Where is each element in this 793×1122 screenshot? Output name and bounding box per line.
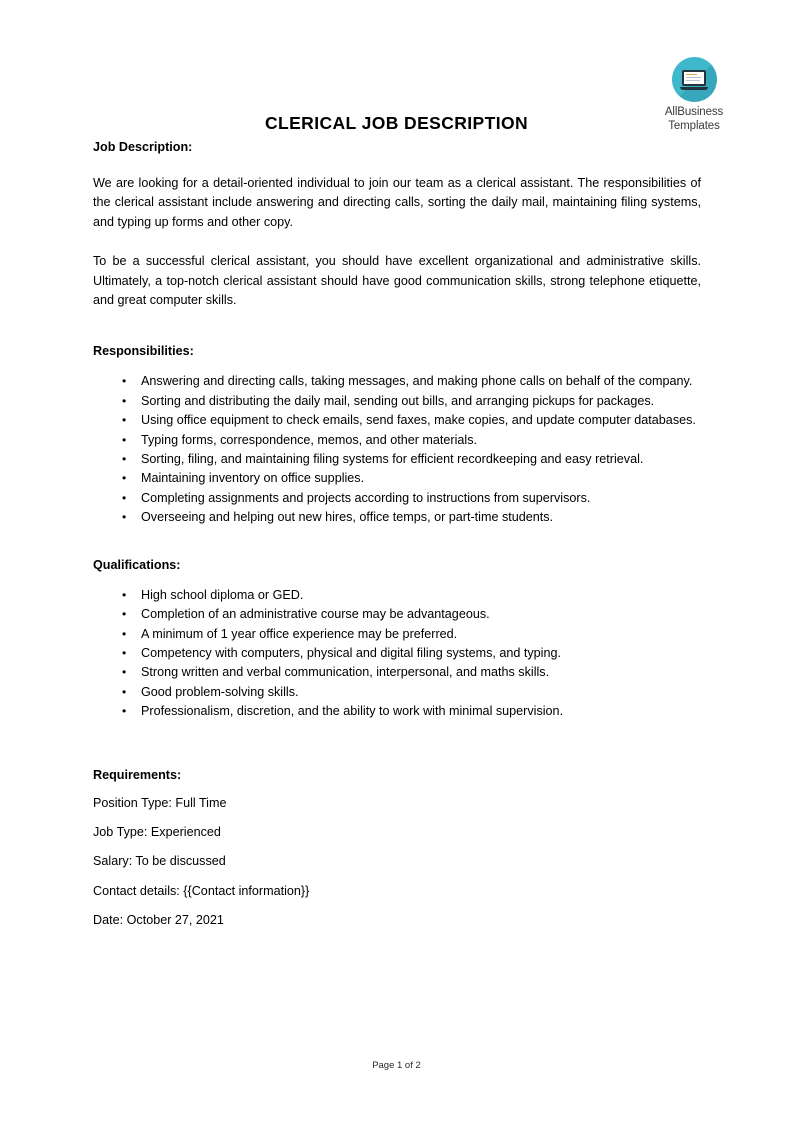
page-title: CLERICAL JOB DESCRIPTION [264,113,529,133]
qualifications-heading: Qualifications: [93,557,181,572]
responsibilities-heading: Responsibilities: [93,344,194,359]
job-description-heading: Job Description: [93,140,193,154]
list-item: • Maintaining inventory on office supplies. [93,469,701,488]
list-item: • Sorting and distributing the daily mail, sending out bills, and arranging pickups for packages. [93,392,701,411]
list-item: • Professionalism, discretion, and the ability to work with minimal supervision. [93,702,701,721]
requirements-heading: Requirements: [93,767,182,782]
list-item: • High school diploma or GED. [93,586,701,605]
job-description-paragraph-1: We are looking for a detail-oriented individual to join our team as a clerical assistant. The responsibilities of the clerical assistant include answering and directing calls, sorting the daily mail, maintaining filing systems, and typing up forms and other copy. [93,176,701,229]
requirement-job-type: Job Type: Experienced [93,824,221,839]
laptop-screen-icon [682,70,706,86]
list-item: • Completing assignments and projects according to instructions from supervisors. [93,489,701,508]
laptop-base-icon [680,87,708,90]
requirement-date: Date: October 27, 2021 [93,913,224,928]
requirement-contact-details: Contact details: {{Contact information}} [93,883,310,898]
list-item: • Completion of an administrative course may be advantageous. [93,605,701,624]
list-item: • Competency with computers, physical and digital filing systems, and typing. [93,644,701,663]
logo-circle [672,57,717,102]
requirement-position-type: Position Type: Full Time [93,795,227,810]
document-body [93,140,701,931]
logo-text-line2: Templates [668,119,720,132]
list-item: • Answering and directing calls, taking messages, and making phone calls on behalf of the company. [93,372,701,391]
list-item: • Good problem-solving skills. [93,683,701,702]
page-footer: Page 1 of 2 [372,1060,421,1071]
list-item: • A minimum of 1 year office experience may be preferred. [93,625,701,644]
list-item: • Typing forms, correspondence, memos, and other materials. [93,431,701,450]
logo-text-line1: AllBusiness [664,106,724,118]
qualifications-list [93,586,701,722]
requirement-salary: Salary: To be discussed [93,854,226,869]
list-item: • Using office equipment to check emails, send faxes, make copies, and update computer databases. [93,411,701,430]
list-item: • Sorting, filing, and maintaining filing systems for efficient recordkeeping and easy retrieval. [93,450,701,469]
responsibilities-list [93,372,701,527]
job-description-paragraph-2: To be a successful clerical assistant, you should have excellent organizational and administrative skills. Ultimately, a top-notch clerical assistant should have good communication skills, strong telephone etiquette, and great computer skills. [93,254,701,308]
laptop-icon [680,70,708,90]
list-item: • Overseeing and helping out new hires, office temps, or part-time students. [93,508,701,527]
list-item: • Strong written and verbal communication, interpersonal, and maths skills. [93,663,701,682]
